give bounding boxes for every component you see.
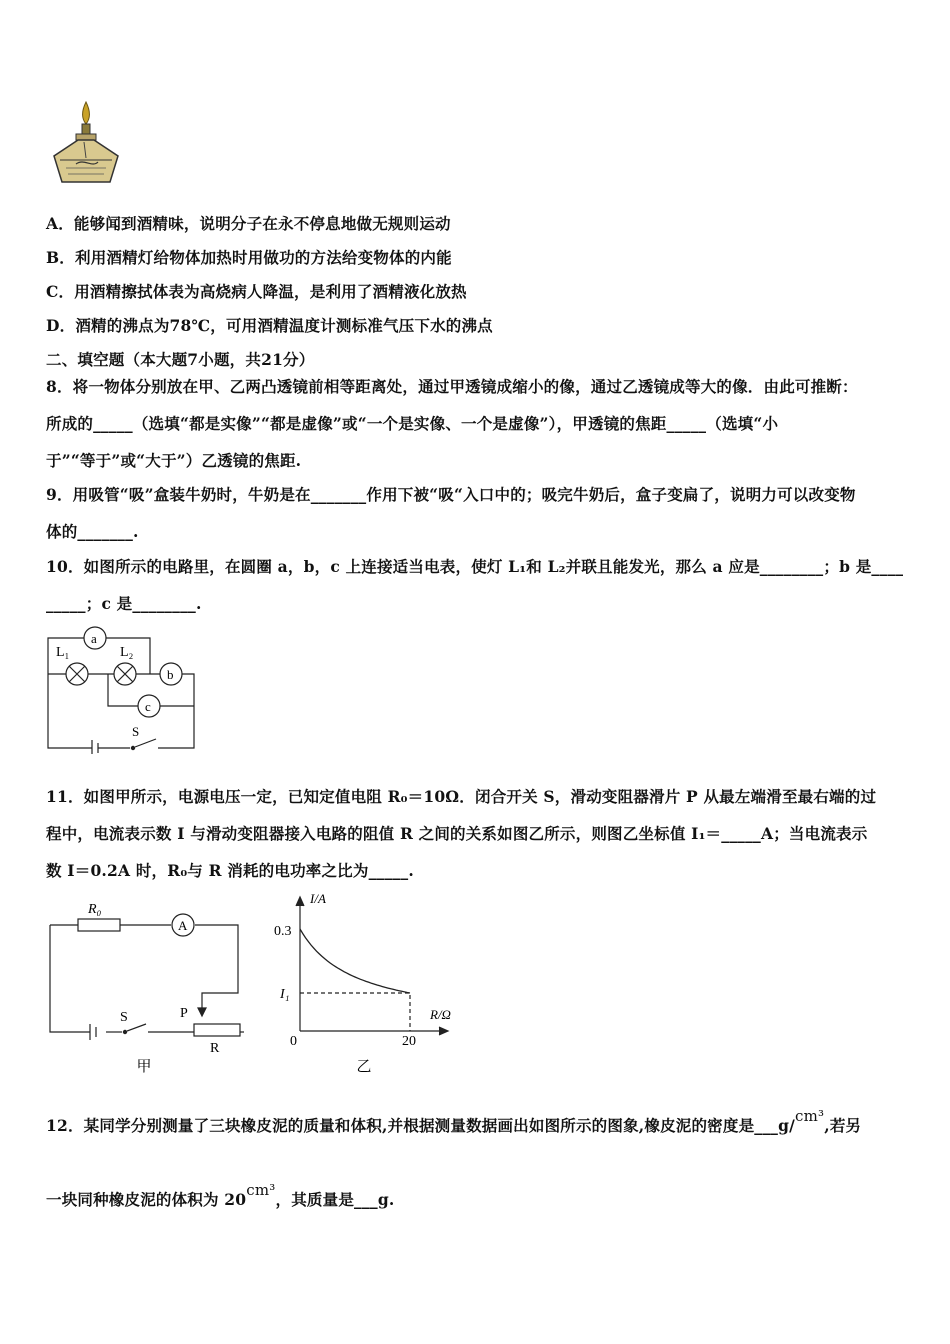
q7-option-c: C．用酒精擦拭体表为高烧病人降温，是利用了酒精液化放热 [46,282,467,301]
cm3-unit: cm³ [795,1107,825,1125]
q10-line2: _____；c 是________. [46,594,202,613]
switch-s-label: S [120,1010,128,1025]
q7-option-b: B．利用酒精灯给物体加热时用做功的方法给变物体的内能 [46,248,452,267]
alcohol-lamp-icon [46,98,122,188]
q12-line1 [46,1107,862,1136]
lamp1-label: L₁ [56,645,70,660]
q10-line1: 10．如图所示的电路里，在圆圈 a，b，c 上连接适当电表，使灯 L₁和 L₂并联且能发光，那么 a 应是________；b 是____ [46,557,904,576]
q11-graph-yi [268,887,468,1080]
meter-b-label: b [167,667,174,682]
figure-yi-caption: 乙 [356,1059,372,1075]
q12-line1-tail: ,若另 [824,1116,862,1135]
y-tick-top: 0.3 [274,924,292,939]
q9-line1: 9．用吸管“吸”盒装牛奶时，牛奶是在_______作用下被“吸“入口中的；吸完牛奶后，盒子变扁了，说明力可以改变物 [46,485,856,504]
q9-line2: 体的_______. [46,522,139,541]
cm3-unit: cm³ [246,1181,276,1199]
meter-c-label: c [145,699,151,714]
q11-line1: 11．如图甲所示，电源电压一定，已知定值电阻 R₀＝10Ω．闭合开关 S，滑动变阻器滑片 P 从最左端滑至最右端的过 [46,787,877,806]
q7-option-a: A．能够闻到酒精味，说明分子在永不停息地做无规则运动 [46,214,451,233]
q12-line1-text: 12．某同学分别测量了三块橡皮泥的质量和体积,并根据测量数据画出如图所示的图象,橡皮泥的密度是___g/ [46,1116,796,1135]
alcohol-lamp-figure [46,98,122,188]
q7-option-d: D．酒精的沸点为78℃，可用酒精温度计测标准气压下水的沸点 [46,316,493,335]
r0-label: R₀ [88,902,102,917]
q8-line2: 所成的_____（选填“都是实像”“都是虚像”或“一个是实像、一个是虚像”），甲透镜的焦距_____（选填“小 [46,414,779,433]
section2-heading: 二、填空题（本大题7小题，共21分） [46,350,315,369]
q11-circuit-jia [44,895,254,1080]
meter-a-label: a [91,631,97,646]
q8-line3: 于”“等于”或“大于”）乙透镜的焦距. [46,451,302,470]
x-tick-zero: 0 [290,1034,297,1049]
q12-line2-tail: ，其质量是___g. [275,1190,395,1209]
q12-line2 [46,1181,395,1210]
q11-line2: 程中，电流表示数 I 与滑动变阻器接入电路的阻值 R 之间的关系如图乙所示，则图乙坐标值 I₁＝_____A；当电流表示 [46,824,868,843]
q11-line3: 数 I＝0.2A 时，R₀与 R 消耗的电功率之比为_____. [46,861,414,880]
lamp2-label: L₂ [120,645,134,660]
slider-p-label: P [180,1006,188,1021]
rheostat-r-label: R [210,1041,220,1056]
figure-jia-caption: 甲 [136,1059,152,1075]
x-tick-max: 20 [402,1034,416,1049]
i1-guide-line [300,993,410,1031]
q8-line1: 8．将一物体分别放在甲、乙两凸透镜前相等距离处，通过甲透镜成缩小的像，通过乙透镜成等大的像．由此可推断： [46,377,858,396]
switch-s-label: S [132,724,140,739]
q12-line2-text: 一块同种橡皮泥的体积为 20 [46,1190,247,1209]
ammeter-label: A [178,918,188,933]
x-axis-label: R/Ω [430,1007,451,1022]
y-axis-label: I/A [310,891,326,906]
q10-circuit-figure [40,622,205,754]
current-curve [300,929,410,993]
y-tick-i1: I₁ [280,987,290,1002]
